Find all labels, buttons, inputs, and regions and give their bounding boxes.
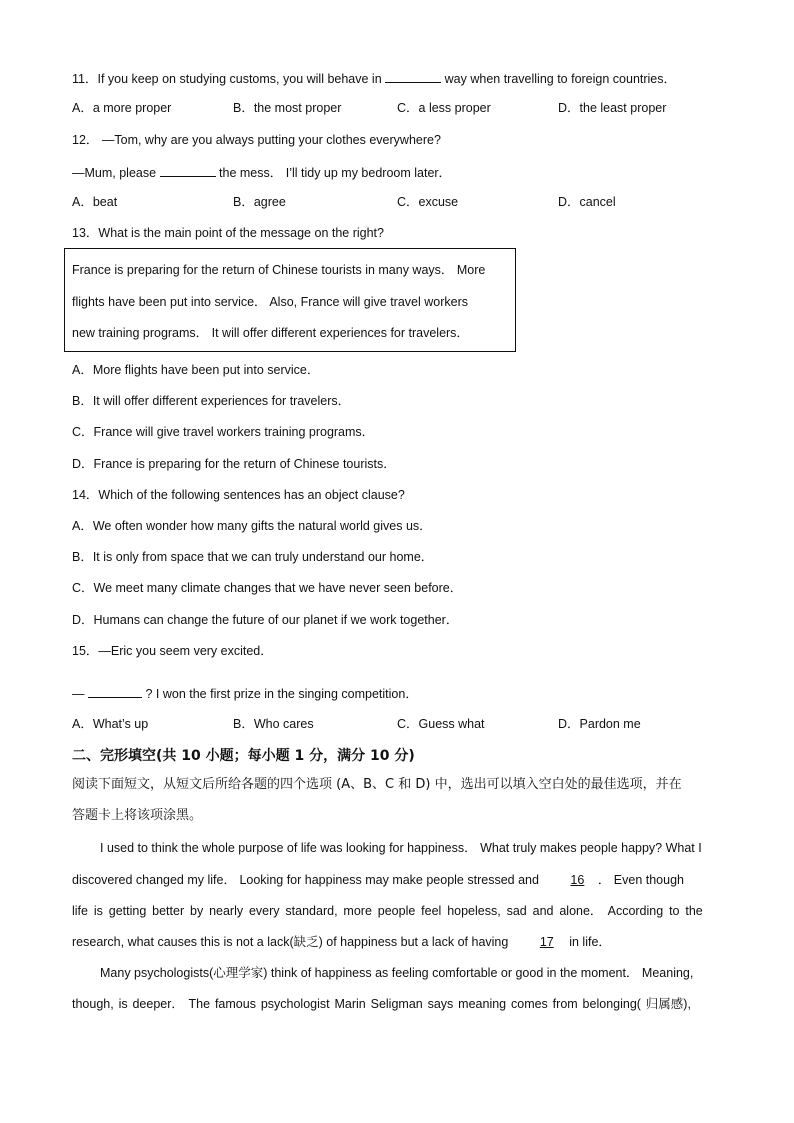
q15-reply-start: — bbox=[72, 687, 85, 701]
passage-text: ． Even though bbox=[597, 873, 684, 887]
q12-blank[interactable] bbox=[160, 163, 216, 177]
q11-option-a[interactable]: A．a more proper bbox=[72, 101, 172, 115]
q13-option-b[interactable]: B．It will offer different experiences for travelers． bbox=[72, 394, 351, 408]
q12-option-b[interactable]: B．agree bbox=[233, 195, 286, 209]
message-line: flights have been put into service． Also, France will give travel workers bbox=[72, 295, 469, 309]
passage-text: research, what causes this is not a lack(缺乏) of happiness but a lack of having bbox=[72, 935, 509, 949]
q11-option-c[interactable]: C．a less proper bbox=[397, 101, 491, 115]
section-instructions-cont: 答题卡上将该项涂黑。 bbox=[72, 808, 203, 823]
passage-line: though, is deeper． The famous psychologist Marin Seligman says meaning comes from belonging( 归属感), bbox=[72, 997, 691, 1011]
passage-text: discovered changed my life． Looking for happiness may make people stressed and bbox=[72, 873, 539, 887]
q11-blank[interactable] bbox=[385, 69, 441, 83]
passage-text: in life． bbox=[569, 935, 611, 949]
q15-blank[interactable] bbox=[88, 684, 142, 698]
q14-option-a[interactable]: A．We often wonder how many gifts the natural world gives us． bbox=[72, 519, 432, 533]
question-11 bbox=[72, 69, 676, 87]
message-line: France is preparing for the return of Chinese tourists in many ways． More bbox=[72, 263, 486, 277]
question-15: 15．—Eric you seem very excited． bbox=[72, 644, 273, 658]
passage-line: Many psychologists(心理学家) think of happiness as feeling comfortable or good in the moment． Meaning, bbox=[100, 966, 694, 980]
section-title: 二、完形填空(共 10 小题；每小题 1 分，满分 10 分) bbox=[72, 748, 415, 764]
message-box bbox=[64, 248, 516, 352]
q12-reply-start: —Mum, please bbox=[72, 166, 157, 180]
q13-option-c[interactable]: C．France will give travel workers training programs． bbox=[72, 425, 375, 439]
q12-option-c[interactable]: C．excuse bbox=[397, 195, 459, 209]
q13-option-d[interactable]: D．France is preparing for the return of Chinese tourists． bbox=[72, 457, 396, 471]
cloze-blank-16[interactable]: 16 bbox=[570, 873, 585, 887]
q12-option-d[interactable]: D．cancel bbox=[558, 195, 616, 209]
question-14: 14．Which of the following sentences has an object clause? bbox=[72, 488, 405, 502]
q12-option-a[interactable]: A．beat bbox=[72, 195, 118, 209]
q12-reply-end: the mess． I’ll tidy up my bedroom later． bbox=[219, 166, 452, 180]
q15-option-c[interactable]: C．Guess what bbox=[397, 717, 485, 731]
q13-option-a[interactable]: A．More flights have been put into service． bbox=[72, 363, 320, 377]
q14-option-d[interactable]: D．Humans can change the future of our planet if we work together． bbox=[72, 613, 459, 627]
q11-stem-end: way when travelling to foreign countries． bbox=[444, 72, 677, 86]
q15-reply bbox=[72, 684, 418, 702]
passage-line: I used to think the whole purpose of life was looking for happiness． What truly makes people happy? What I bbox=[100, 841, 702, 855]
q11-stem-start: 11．If you keep on studying customs, you will behave in bbox=[72, 72, 382, 86]
q15-reply-end: ? I won the first prize in the singing competition． bbox=[145, 687, 418, 701]
question-12: 12． —Tom, why are you always putting your clothes everywhere? bbox=[72, 133, 441, 147]
q14-option-c[interactable]: C．We meet many climate changes that we have never seen before． bbox=[72, 581, 463, 595]
passage-line bbox=[72, 872, 684, 888]
question-13: 13．What is the main point of the message on the right? bbox=[72, 226, 384, 240]
q15-option-a[interactable]: A．What’s up bbox=[72, 717, 149, 731]
section-instructions: 阅读下面短文，从短文后所给各题的四个选项 (A、B、C 和 D) 中，选出可以填入空白处的最佳选项，并在 bbox=[72, 777, 682, 792]
message-line: new training programs． It will offer different experiences for travelers． bbox=[72, 326, 469, 340]
q11-option-b[interactable]: B．the most proper bbox=[233, 101, 342, 115]
q14-option-b[interactable]: B．It is only from space that we can truly understand our home． bbox=[72, 550, 434, 564]
passage-line bbox=[72, 934, 611, 950]
cloze-blank-17[interactable]: 17 bbox=[539, 935, 554, 949]
q15-option-b[interactable]: B．Who cares bbox=[233, 717, 314, 731]
q12-reply bbox=[72, 163, 451, 181]
q15-option-d[interactable]: D．Pardon me bbox=[558, 717, 641, 731]
passage-line: life is getting better by nearly every standard, more people feel hopeless, sad and alone． According to the bbox=[72, 904, 703, 918]
q11-option-d[interactable]: D．the least proper bbox=[558, 101, 667, 115]
